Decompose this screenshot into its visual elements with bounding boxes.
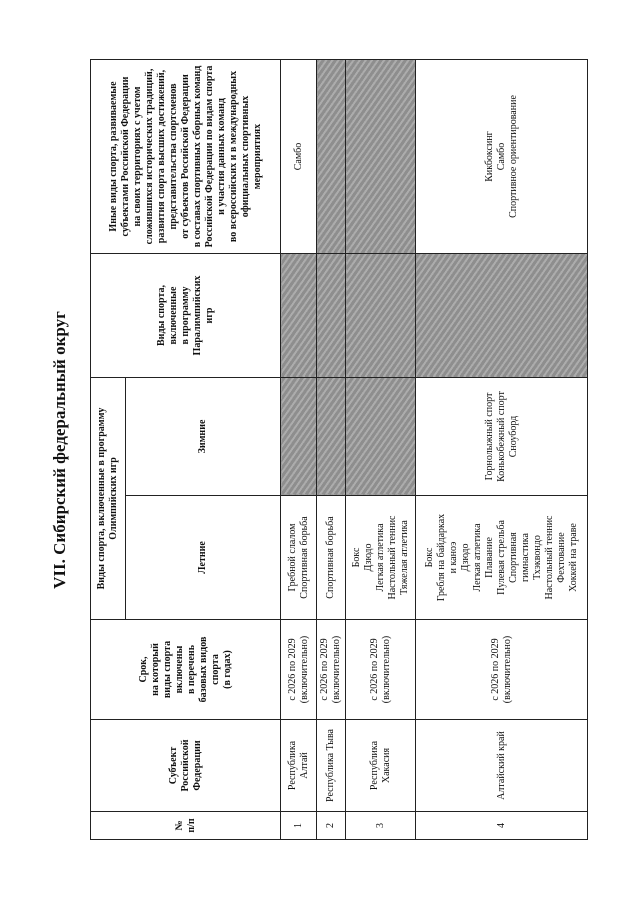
table-row xyxy=(346,60,416,840)
page-heading: VII. Сибирский федеральный округ xyxy=(50,311,69,589)
header-summer: Летние xyxy=(126,496,281,620)
row-subject: Алтайский край xyxy=(416,720,588,812)
header-paralympic: Виды спорта, включенные в программу Паралимпийских игр xyxy=(91,254,281,378)
table-row xyxy=(281,60,317,840)
sports-table xyxy=(90,59,588,840)
header-num: № п/п xyxy=(91,812,281,840)
row-period: с 2026 по 2029 (включительно) xyxy=(281,620,317,720)
header-other: Иные виды спорта, развиваемые субъектами Российской Федерации на своих территориях с учетом сложившихся исторических традиций, развития спорта высших достижений, представительства спортсменов от субъектов Российской Федерации в составах спортивных сборных команд Российской Федерации по видам спорта и участия данных команд во всероссийских и в международных официальных спортивных мероприятиях xyxy=(91,60,281,254)
row-period: с 2026 по 2029 (включительно) xyxy=(346,620,416,720)
row-other xyxy=(317,60,346,254)
row-other: Самбо xyxy=(281,60,317,254)
row-period: с 2026 по 2029 (включительно) xyxy=(317,620,346,720)
row-summer: Бокс Дзюдо Легкая атлетика Настольный теннис Тяжелая атлетика xyxy=(346,496,416,620)
row-num: 4 xyxy=(416,812,588,840)
table-row xyxy=(416,60,588,840)
row-subject: Республика Хакасия xyxy=(346,720,416,812)
row-period: с 2026 по 2029 (включительно) xyxy=(416,620,588,720)
row-winter xyxy=(281,378,317,496)
header-subject: Субъект Российской Федерации xyxy=(91,720,281,812)
row-summer: Бокс Гребля на байдарках и каноэ Дзюдо Легкая атлетика Плавание Пулевая стрельба Спортивная гимнастика Тхэквондо Настольный теннис Фехтование Хоккей на траве xyxy=(416,496,588,620)
row-paralympic xyxy=(416,254,588,378)
header-period: Срок, на который виды спорта включены в перечень базовых видов спорта (в годах) xyxy=(91,620,281,720)
row-paralympic xyxy=(317,254,346,378)
row-num: 2 xyxy=(317,812,346,840)
row-winter: Горнолыжный спорт Конькобежный спорт Сноуборд xyxy=(416,378,588,496)
rotated-page xyxy=(40,50,600,850)
table-row xyxy=(317,60,346,840)
row-paralympic xyxy=(281,254,317,378)
header-olympic-group: Виды спорта, включенные в программу Олимпийских игр xyxy=(91,378,126,620)
row-summer: Гребной слалом Спортивная борьба xyxy=(281,496,317,620)
row-paralympic xyxy=(346,254,416,378)
row-num: 1 xyxy=(281,812,317,840)
row-summer: Спортивная борьба xyxy=(317,496,346,620)
row-subject: Республика Алтай xyxy=(281,720,317,812)
row-other xyxy=(346,60,416,254)
row-subject: Республика Тыва xyxy=(317,720,346,812)
row-num: 3 xyxy=(346,812,416,840)
row-winter xyxy=(346,378,416,496)
row-winter xyxy=(317,378,346,496)
header-winter: Зимние xyxy=(126,378,281,496)
row-other: Кикбоксинг Самбо Спортивное ориентирование xyxy=(416,60,588,254)
